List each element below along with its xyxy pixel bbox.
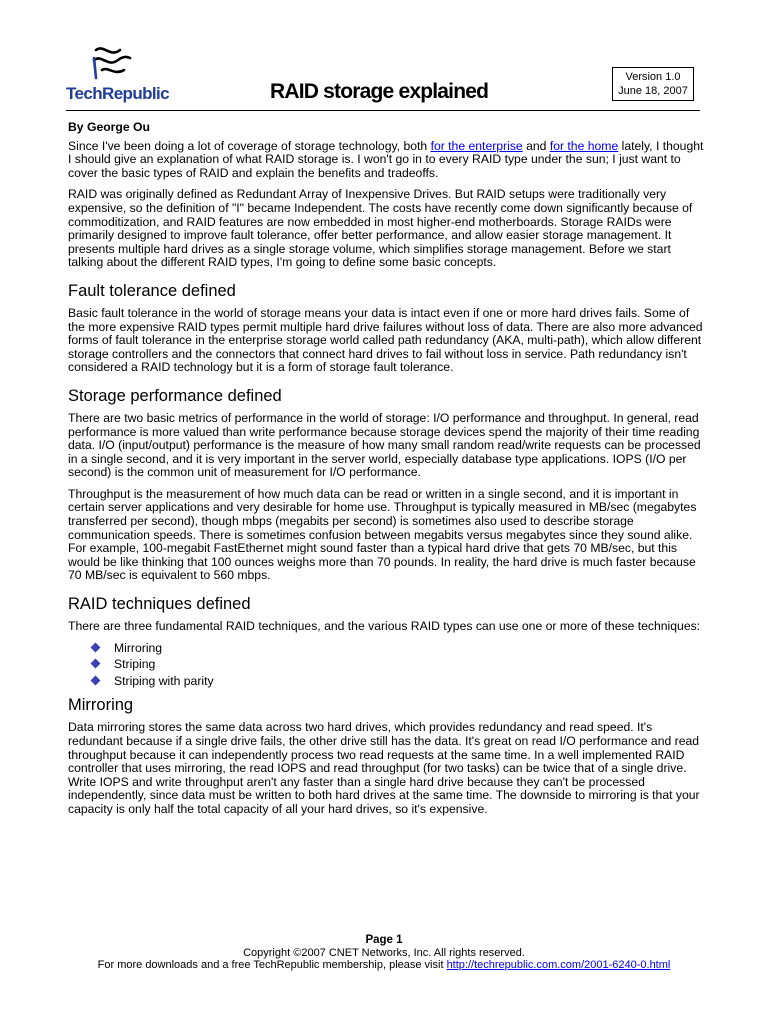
diamond-bullet-icon <box>91 659 101 669</box>
techrepublic-logo <box>66 46 184 108</box>
intro-text-b: and <box>522 138 550 153</box>
page-footer <box>0 934 768 972</box>
mirroring-paragraph: Data mirroring stores the same data across two hard drives, which provides redundancy and read speed. It's redundant because if a single drive fails, the other drive still has the data. It's great on read I/O performance and read throughput because it can independently process two read requests at the same time. In a well implemented RAID controller that uses mirroring, the read IOPS and read throughput (for two tasks) can be twice that of a single drive. Write IOPS and write throughput aren't any faster than a single hard drive because they can't be processed independently, since data must be written to both hard drives at the same time. The downside to mirroring is that your capacity is only half the total capacity of all your hard drives, so it's expensive. <box>68 720 700 816</box>
performance-paragraph-2: Throughput is the measurement of how much data can be read or written in a single second, and it is important in certain server applications and very desirable for home use. Throughput is typically measured in MB/sec (megabytes transferred per second), though mbps (megabits per second) is sometimes also used to describe storage communication speeds. There is sometimes confusion between megabits versus megabytes since they sound alike. For example, 100-megabit FastEthernet might sound faster than a typical hard drive that gets 70 MB/sec, but this would be like thinking that 100 ounces weighs more than 70 pounds. In reality, the hard drive is much faster because 70 MB/sec is equivalent to 560 mbps. <box>68 486 697 583</box>
intro-paragraph-1 <box>68 140 708 181</box>
version-date: June 18, 2007 <box>618 85 688 97</box>
header-divider <box>66 110 700 111</box>
signal-logo-icon <box>90 46 134 84</box>
link-for-the-home[interactable]: for the home <box>549 138 619 153</box>
diamond-bullet-icon <box>91 675 101 685</box>
list-item-label: Striping <box>114 657 156 672</box>
brand-wordmark: TechRepublic <box>66 84 170 103</box>
copyright-notice: Copyright ©2007 CNET Networks, Inc. All rights reserved. <box>243 946 525 959</box>
downloads-line <box>0 959 768 972</box>
intro-text-c: lately, I thought I should give an explanation of what RAID storage is. I won't go in to every RAID type under the sun; I just want to cover the basic types of RAID and explain the benefits and tradeoffs. <box>68 138 704 180</box>
list-item-label: Mirroring <box>114 640 163 655</box>
performance-paragraph-1: There are two basic metrics of performance in the world of storage: I/O performance and throughput. In general, read performance is more valued than write performance because storage devices spend the majority of their time reading data. I/O (input/output) performance is the measure of how many small random read/write requests can be processed in a single second, and it is very important in the server world, especially database type applications. IOPS (I/O per second) is the common unit of measurement for I/O performance. <box>68 410 701 480</box>
document-title: RAID storage explained <box>270 80 489 103</box>
fault-tolerance-paragraph: Basic fault tolerance in the world of storage means your data is intact even if one or more hard drives fails. Some of the more expensive RAID types permit multiple hard drive failures without loss of data. There are also more advanced forms of fault tolerance in the enterprise storage world called path redundancy (AKA, multi-path), which allow different storage controllers and the connectors that connect hard drives to fail without loss in service. Path redundancy isn't considered a RAID technology but it is a form of storage fault tolerance. <box>68 305 703 375</box>
techrepublic-downloads-link[interactable]: http://techrepublic.com.com/2001-6240-0.html <box>446 959 671 971</box>
byline: By George Ou <box>68 120 150 134</box>
list-item <box>92 642 708 656</box>
techniques-list <box>68 642 708 689</box>
heading-mirroring: Mirroring <box>68 696 134 715</box>
list-item <box>92 658 708 672</box>
link-for-the-enterprise[interactable]: for the enterprise <box>430 138 523 153</box>
diamond-bullet-icon <box>91 642 101 652</box>
list-item-label: Striping with parity <box>114 673 214 688</box>
intro-text-a: Since I've been doing a lot of coverage of storage technology, both <box>68 138 431 153</box>
version-label: Version 1.0 <box>625 71 681 83</box>
version-box <box>612 67 694 101</box>
techniques-paragraph: There are three fundamental RAID techniques, and the various RAID types can use one or more of these techniques: <box>68 619 701 634</box>
intro-paragraph-2: RAID was originally defined as Redundant Array of Inexpensive Drives. But RAID setups were traditionally very expensive, so the definition of "I" became Independent. The costs have recently come down significantly because of commoditization, and RAID features are now embedded in most higher-end motherboards. Storage RAIDs were primarily designed to improve fault tolerance, offer better performance, and allow easier storage management. It presents multiple hard drives as a single storage volume, which simplifies storage management. Before we start talking about the different RAID types, I'm going to define some basic concepts. <box>68 187 693 270</box>
downloads-text: For more downloads and a free TechRepublic membership, please visit <box>97 959 447 971</box>
heading-raid-techniques: RAID techniques defined <box>68 595 251 614</box>
heading-storage-performance: Storage performance defined <box>68 386 282 405</box>
list-item <box>92 675 708 689</box>
page-number: Page 1 <box>365 934 403 946</box>
heading-fault-tolerance: Fault tolerance defined <box>68 281 236 300</box>
article-body <box>68 121 708 825</box>
